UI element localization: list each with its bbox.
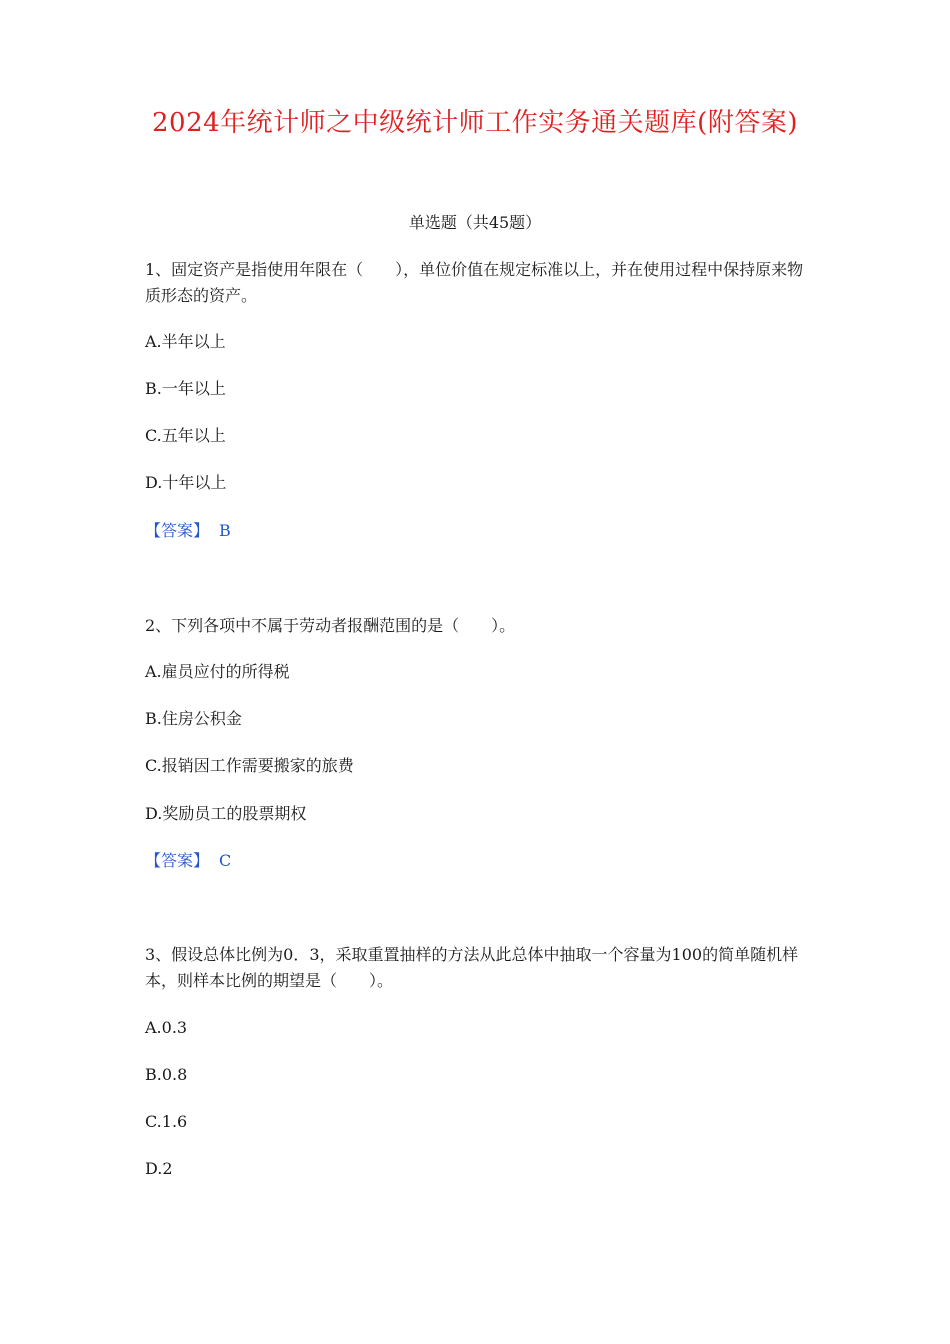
option-b: B.住房公积金 [145,709,242,728]
option-b: B.0.8 [145,1065,188,1084]
question-stem: 2、下列各项中不属于劳动者报酬范围的是（ ）。 [145,616,516,635]
option-c: C.报销因工作需要搬家的旅费 [145,756,354,775]
answer-value: B [219,521,231,540]
answer-line [145,519,231,543]
document-title: 2024年统计师之中级统计师工作实务通关题库(附答案) [152,108,798,138]
option-c: C.1.6 [145,1112,188,1131]
option-a: A.半年以上 [145,332,226,351]
option-a: A.0.3 [145,1018,188,1037]
answer-value: C [219,851,232,870]
question-3 [145,942,810,1178]
question-stem: 1、固定资产是指使用年限在（ ），单位价值在规定标准以上，并在使用过程中保持原来物质形态的资产。 [145,260,804,305]
option-d: D.2 [145,1159,173,1178]
answer-label: 【答案】 [145,851,210,870]
question-2 [145,613,810,870]
option-a: A.雇员应付的所得税 [145,662,290,681]
option-d: D.奖励员工的股票期权 [145,804,307,823]
question-stem: 3、假设总体比例为0．3，采取重置抽样的方法从此总体中抽取一个容量为100的简单随机样本，则样本比例的期望是（ ）。 [145,945,799,990]
answer-label: 【答案】 [145,521,210,540]
option-c: C.五年以上 [145,426,226,445]
section-heading: 单选题（共45题） [408,213,542,232]
option-b: B.一年以上 [145,379,226,398]
question-1 [145,257,810,540]
option-d: D.十年以上 [145,473,227,492]
answer-line [145,849,231,873]
